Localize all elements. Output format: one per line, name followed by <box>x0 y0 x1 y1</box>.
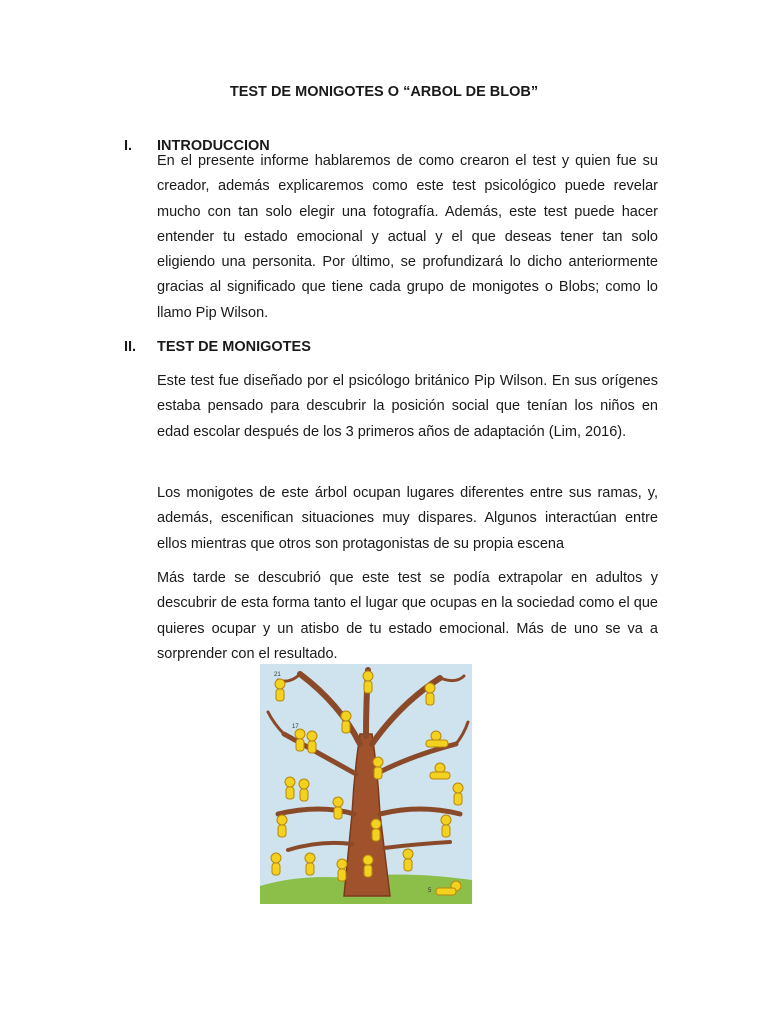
blob-figure <box>363 671 373 693</box>
section-number-1: I. <box>124 138 133 154</box>
blob-figure <box>341 711 351 733</box>
blob-figure <box>295 729 305 751</box>
blob-figure <box>425 683 435 705</box>
blob-figure <box>277 815 287 837</box>
blob-figure <box>333 797 343 819</box>
section-heading-test-de-monigotes: TEST DE MONIGOTES <box>157 339 311 355</box>
blob-figure <box>275 679 285 701</box>
blob-figure <box>307 731 317 753</box>
intro-paragraph: En el presente informe hablaremos de como crearon el test y quien fue su creador, además explicaremos como este test psicológico puede revelar mucho con tan solo elegir una fotografía. Además, este test puede hacer entender tu estado emocional y actual y el que deseas tener tan solo eligiendo una personita. Por último, se profundizará lo dicho anteriormente gracias al significado que tiene cada grupo de monigotes o Blobs; como lo llamo Pip Wilson. <box>157 153 658 321</box>
section-number-2: II. <box>124 339 137 355</box>
blob-figure <box>373 757 383 779</box>
blob-figure <box>285 777 295 799</box>
blob-figure <box>337 859 347 881</box>
blob-figure <box>371 819 381 841</box>
section-heading-introduccion: INTRODUCCION <box>157 138 270 154</box>
blob-figure <box>363 855 373 877</box>
blob-figure <box>305 853 315 875</box>
test-paragraph-2: Los monigotes de este árbol ocupan lugares diferentes entre sus ramas, y, además, escenifican situaciones muy dispares. Algunos interactúan entre ellos mientras que otros son protagonistas de su propia escena <box>157 485 658 552</box>
test-paragraph-1: Este test fue diseñado por el psicólogo británico Pip Wilson. En sus orígenes estaba pensado para descubrir la posición social que tenían los niños en edad escolar después de los 3 primeros años de adaptación (Lim, 2016). <box>157 373 658 440</box>
blob-number: 5 <box>428 888 432 894</box>
blob-number: 17 <box>292 724 299 730</box>
blob-tree-illustration <box>260 664 472 904</box>
blob-number: 21 <box>274 672 281 678</box>
blob-figure <box>441 815 451 837</box>
blob-figure <box>453 783 463 805</box>
blob-figure <box>299 779 309 801</box>
blob-figure <box>403 849 413 871</box>
test-paragraph-3: Más tarde se descubrió que este test se podía extrapolar en adultos y descubrir de esta forma tanto el lugar que ocupas en la sociedad como el que quieres ocupar y un atisbo de tu estado emocional. Más de uno se va a sorprender con el resultado. <box>157 570 658 662</box>
document-title: TEST DE MONIGOTES O “ARBOL DE BLOB” <box>229 84 539 100</box>
blob-tree-drawing <box>260 664 472 904</box>
blob-figure <box>271 853 281 875</box>
